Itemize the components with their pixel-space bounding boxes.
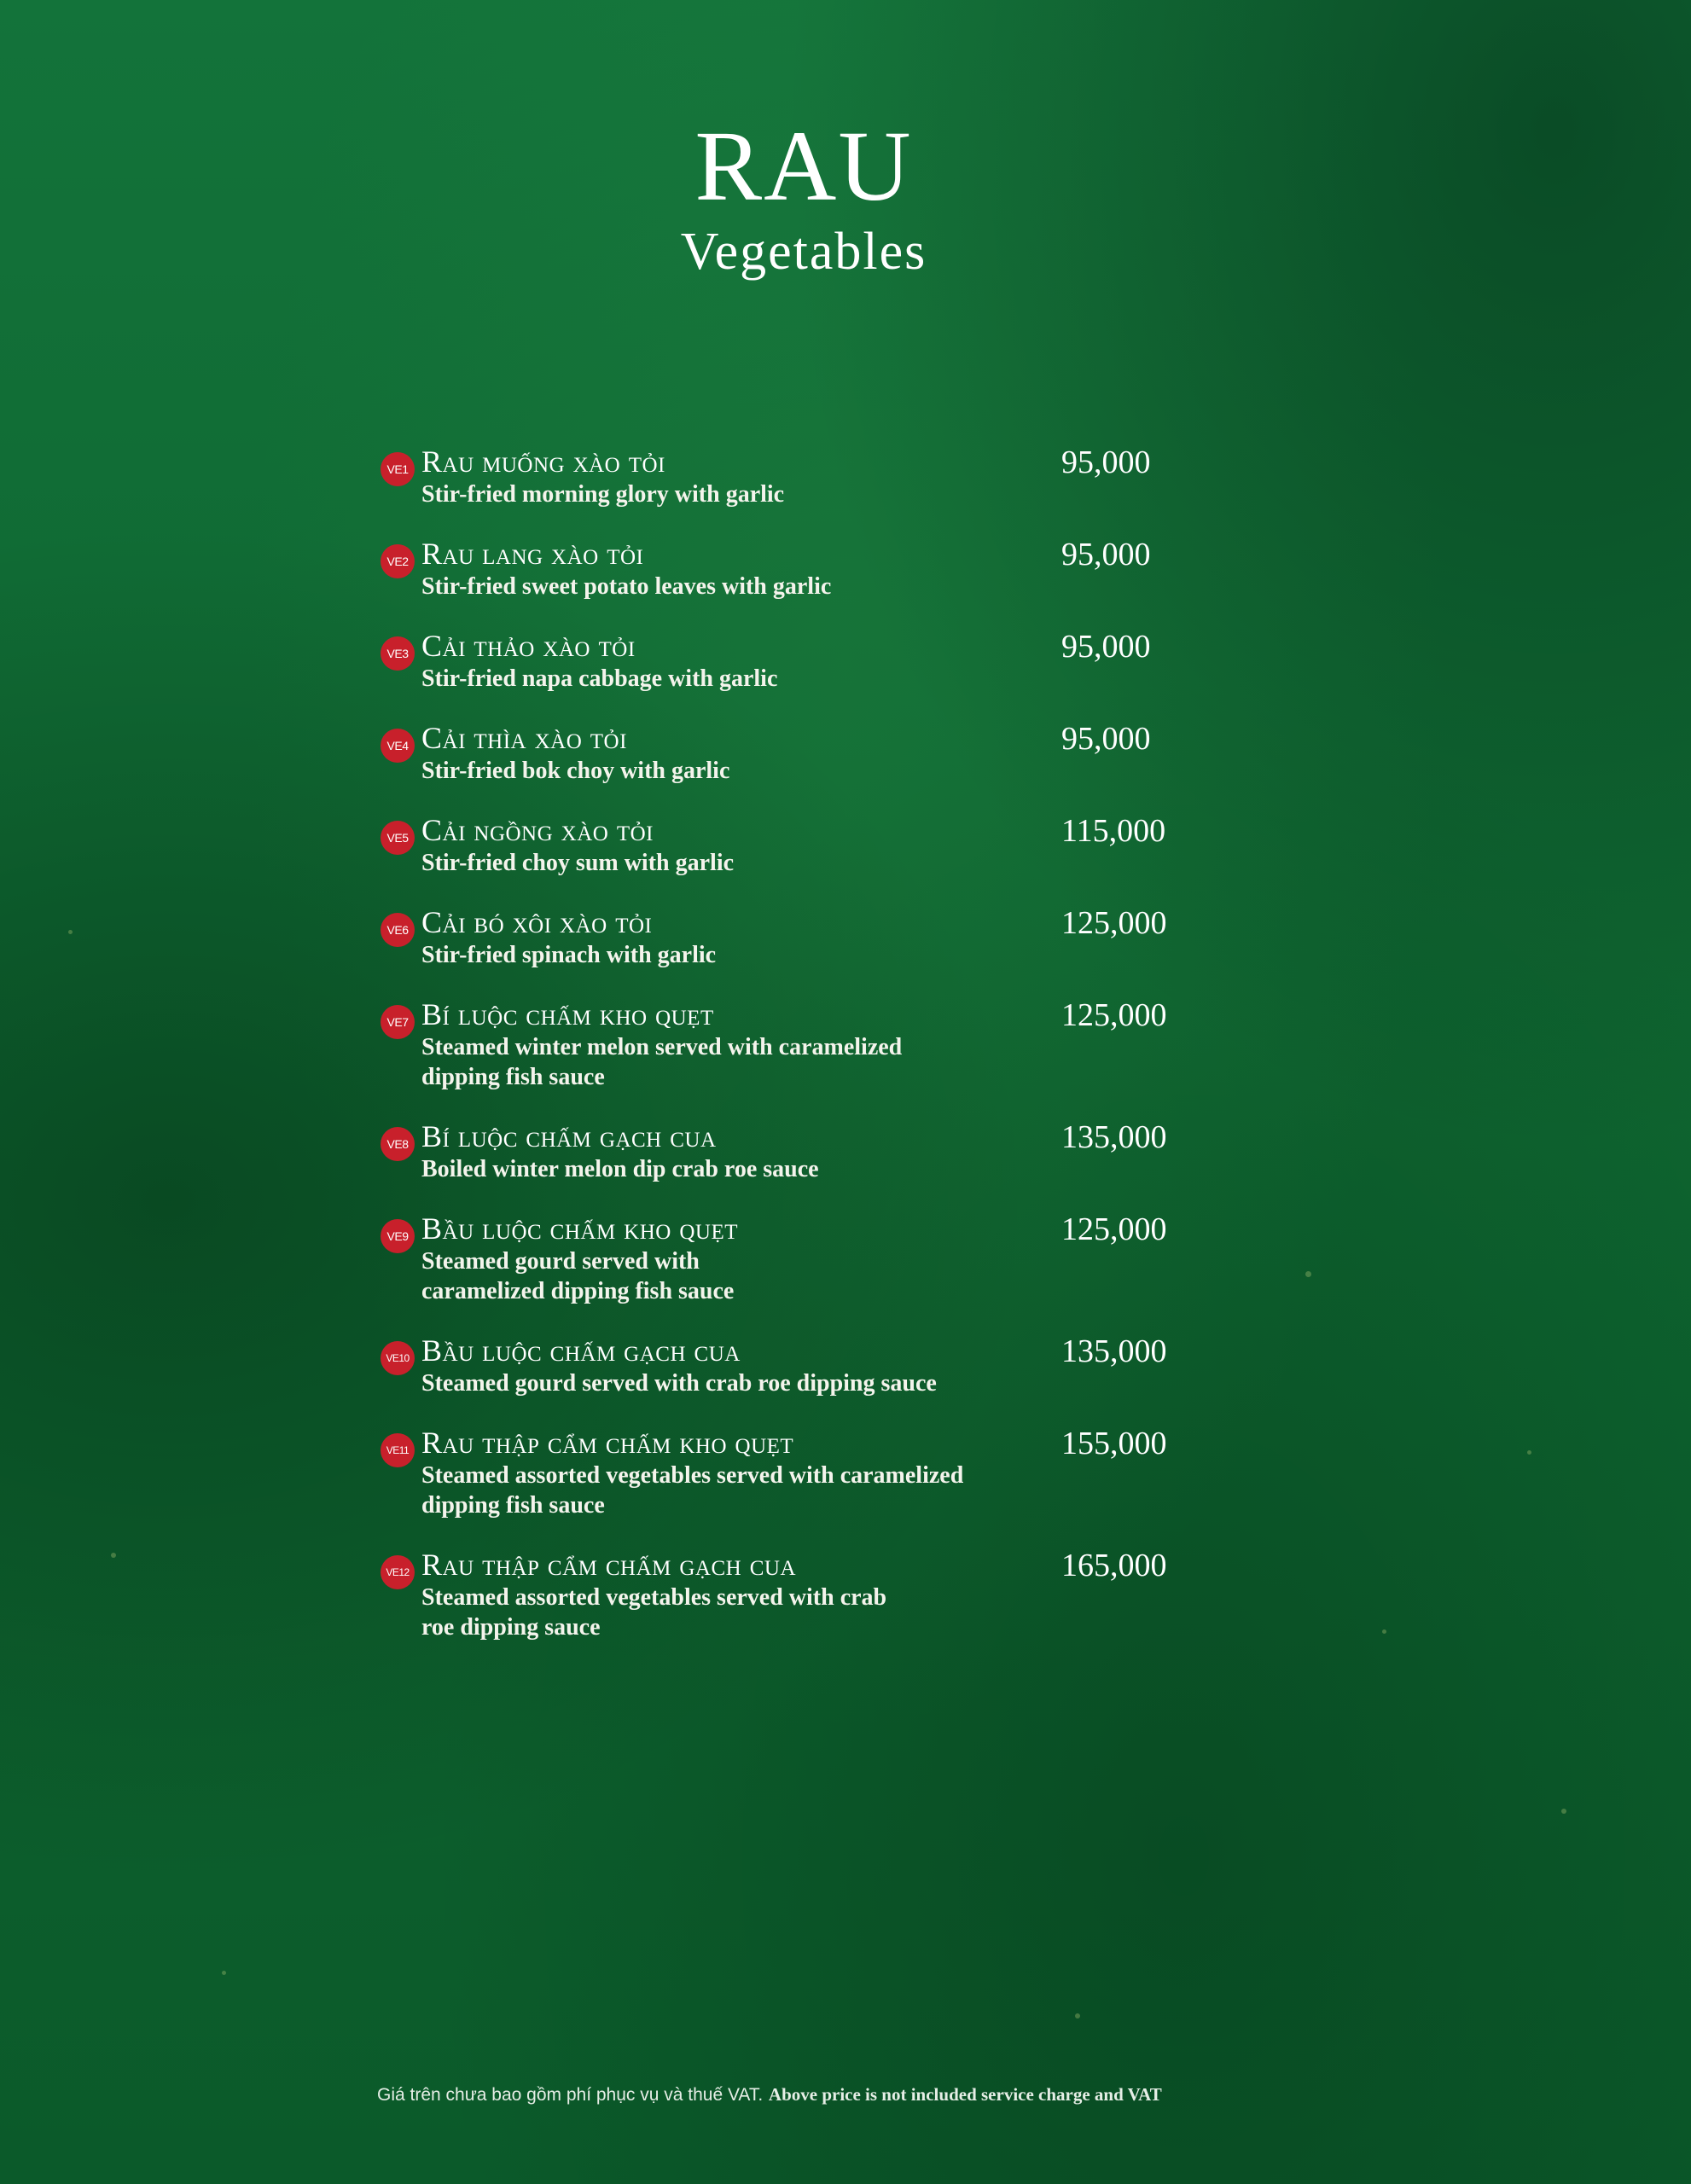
item-price: 95,000 <box>1061 444 1151 480</box>
menu-item <box>381 1547 1234 1642</box>
item-price: 95,000 <box>1061 721 1151 757</box>
item-price: 165,000 <box>1061 1548 1167 1583</box>
menu-header <box>0 111 1607 282</box>
texture-speck <box>1527 1450 1531 1455</box>
menu-item <box>381 628 1234 694</box>
item-code-badge: VE10 <box>381 1341 415 1375</box>
texture-speck <box>111 1553 116 1558</box>
item-code-badge: VE3 <box>381 636 415 671</box>
item-name: Bí luộc chấm kho quẹt <box>421 997 714 1031</box>
item-name: Bí luộc chấm gạch cua <box>421 1119 717 1153</box>
item-price: 125,000 <box>1061 905 1167 941</box>
item-price: 125,000 <box>1061 997 1167 1033</box>
texture-speck <box>1305 1271 1311 1277</box>
disclaimer-en: Above price is not included service charge and VAT <box>768 2084 1162 2105</box>
item-code-badge: VE12 <box>381 1555 415 1589</box>
item-description: Stir-fried morning glory with garlic <box>421 481 785 508</box>
item-name: Rau muống xào tỏi <box>421 444 665 479</box>
item-description: Stir-fried bok choy with garlic <box>421 758 730 784</box>
item-code-badge: VE8 <box>381 1127 415 1161</box>
item-code-badge: VE6 <box>381 913 415 947</box>
item-description: Stir-fried napa cabbage with garlic <box>421 665 778 692</box>
menu-item <box>381 720 1234 786</box>
texture-speck <box>1561 1809 1566 1814</box>
item-price: 135,000 <box>1061 1333 1167 1369</box>
item-name: Rau thập cẩm chấm kho quẹt <box>421 1426 794 1460</box>
menu-item <box>381 904 1234 970</box>
item-price: 135,000 <box>1061 1119 1167 1155</box>
item-price: 115,000 <box>1061 813 1166 849</box>
page-subtitle: Vegetables <box>680 223 927 281</box>
texture-speck <box>1075 2013 1080 2018</box>
item-description: Steamed assorted vegetables served with caramelized dipping fish sauce <box>421 1462 964 1519</box>
menu-item <box>381 536 1234 601</box>
item-code-badge: VE7 <box>381 1005 415 1039</box>
item-name: Bầu luộc chấm kho quẹt <box>421 1211 738 1246</box>
page-title: RAU <box>694 110 913 222</box>
menu-item <box>381 812 1234 878</box>
texture-speck <box>1382 1629 1386 1634</box>
menu-item <box>381 1211 1234 1306</box>
texture-speck <box>222 1971 226 1975</box>
item-code-badge: VE11 <box>381 1433 415 1467</box>
item-description: Steamed winter melon served with caramelized dipping fish sauce <box>421 1034 903 1090</box>
item-description: Steamed gourd served with crab roe dipping sauce <box>421 1370 937 1397</box>
menu-item <box>381 1118 1234 1184</box>
item-price: 95,000 <box>1061 537 1151 572</box>
item-name: Cải bó xôi xào tỏi <box>421 905 653 939</box>
item-description: Stir-fried choy sum with garlic <box>421 850 735 876</box>
texture-speck <box>68 930 73 934</box>
item-description: Steamed assorted vegetables served with crab roe dipping sauce <box>421 1584 887 1641</box>
item-name: Bầu luộc chấm gạch cua <box>421 1333 741 1368</box>
menu-item <box>381 444 1234 509</box>
menu-item <box>381 996 1234 1092</box>
menu-item <box>381 1425 1234 1520</box>
item-code-badge: VE1 <box>381 452 415 486</box>
menu-list <box>381 444 1234 1669</box>
item-name: Cải thảo xào tỏi <box>421 629 636 663</box>
item-price: 125,000 <box>1061 1211 1167 1247</box>
item-description: Stir-fried sweet potato leaves with garlic <box>421 573 832 600</box>
item-price: 95,000 <box>1061 629 1151 665</box>
item-code-badge: VE5 <box>381 821 415 855</box>
item-name: Cải thìa xào tỏi <box>421 721 627 755</box>
item-name: Rau lang xào tỏi <box>421 537 644 571</box>
item-name: Rau thập cẩm chấm gạch cua <box>421 1548 796 1582</box>
disclaimer-vn: Giá trên chưa bao gồm phí phục vụ và thuế VAT. <box>377 2085 764 2105</box>
menu-item <box>381 1333 1234 1398</box>
item-description: Steamed gourd served with caramelized dipping fish sauce <box>421 1248 735 1304</box>
item-code-badge: VE2 <box>381 544 415 578</box>
item-price: 155,000 <box>1061 1426 1167 1461</box>
price-disclaimer <box>377 2084 1162 2106</box>
item-code-badge: VE9 <box>381 1219 415 1253</box>
item-code-badge: VE4 <box>381 729 415 763</box>
item-description: Boiled winter melon dip crab roe sauce <box>421 1156 819 1182</box>
item-name: Cải ngồng xào tỏi <box>421 813 654 847</box>
item-description: Stir-fried spinach with garlic <box>421 942 717 968</box>
